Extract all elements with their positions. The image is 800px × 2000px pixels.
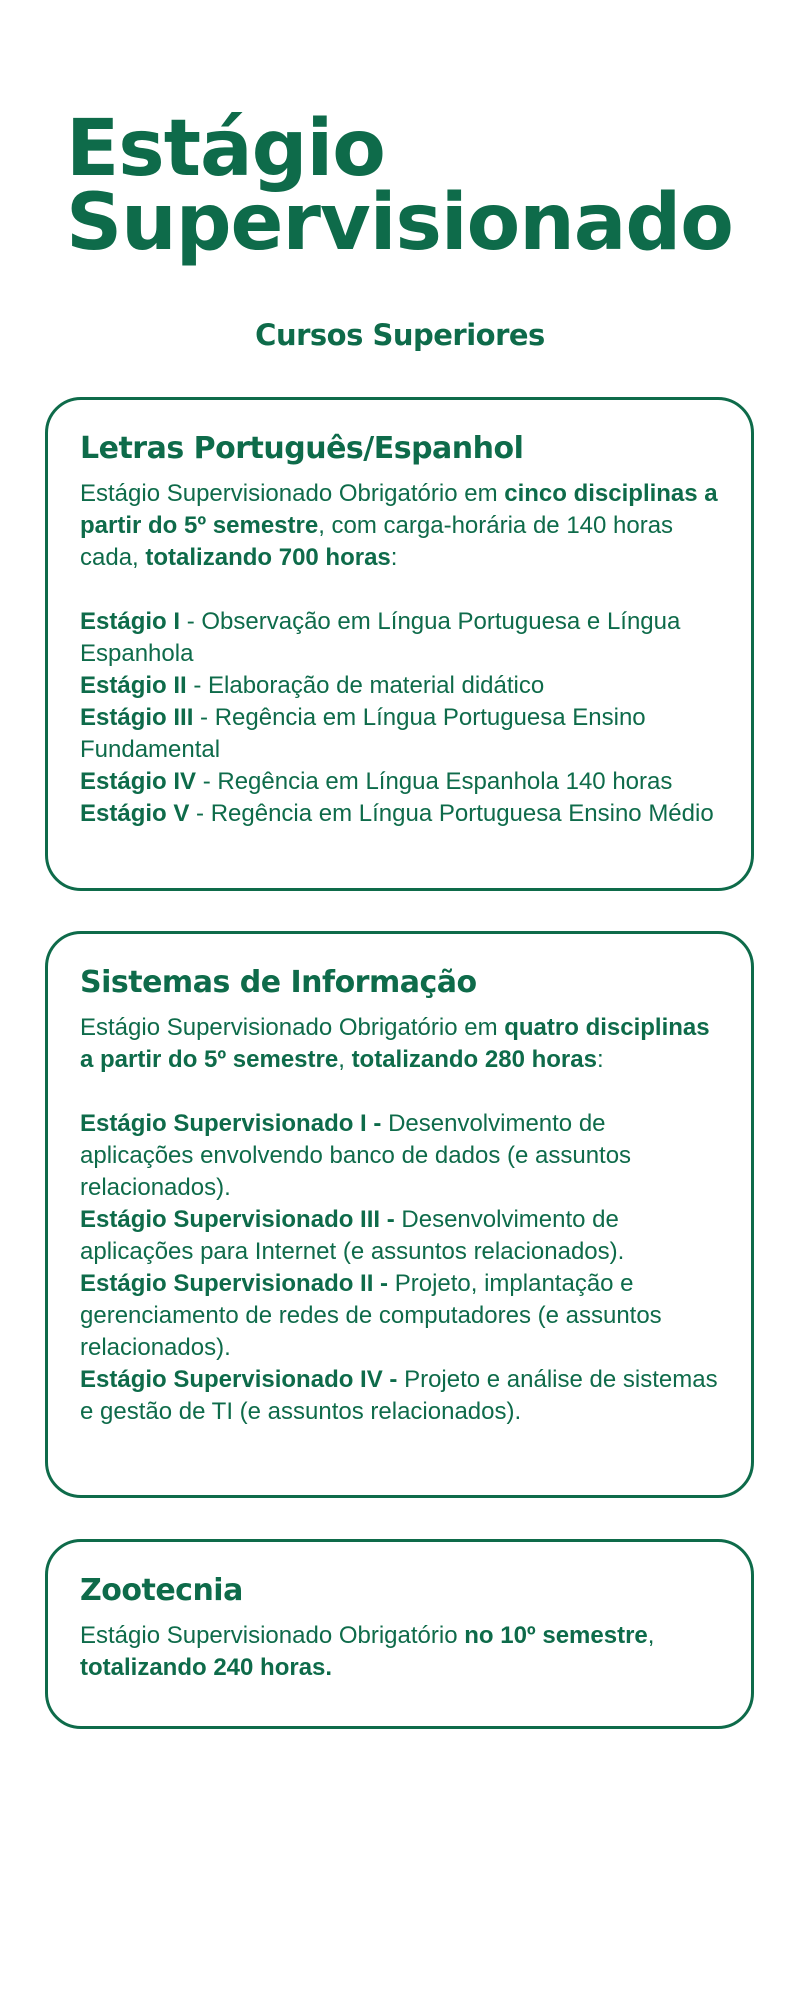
list-item xyxy=(80,798,721,830)
page-title-line-2: Supervisionado xyxy=(66,178,733,268)
intro-highlight: no 10º semestre xyxy=(464,1622,648,1649)
course-card-letras xyxy=(45,397,754,891)
course-card-zootecnia xyxy=(45,1539,754,1729)
course-list xyxy=(80,606,721,830)
list-item xyxy=(80,1268,721,1364)
list-item xyxy=(80,606,721,670)
intro-highlight: quatro disciplinas a partir do 5º semestre xyxy=(80,1014,710,1073)
course-intro xyxy=(80,1012,721,1076)
course-list xyxy=(80,1108,721,1428)
list-item-text: - Elaboração de material didático xyxy=(186,672,545,699)
spacer xyxy=(80,1076,721,1108)
intro-text: Estágio Supervisionado Obrigatório em xyxy=(80,480,505,507)
list-item-text: Desenvolvimento de aplicações envolvendo banco de dados (e assuntos relacionados). xyxy=(80,1110,632,1201)
list-item-text: Projeto e análise de sistemas e gestão de TI (e assuntos relacionados). xyxy=(80,1366,718,1425)
intro-text: , xyxy=(647,1622,655,1649)
page-subtitle: Cursos Superiores xyxy=(255,318,545,352)
intro-highlight: totalizando 700 horas xyxy=(145,544,391,571)
course-intro xyxy=(80,478,721,574)
course-title: Sistemas de Informação xyxy=(80,965,477,1000)
list-item xyxy=(80,766,721,798)
list-item-label: Estágio IV xyxy=(80,768,197,795)
list-item-label: Estágio Supervisionado I - xyxy=(80,1110,389,1137)
intro-text: , xyxy=(338,1046,352,1073)
list-item-text: Desenvolvimento de aplicações para Internet (e assuntos relacionados). xyxy=(80,1206,625,1265)
list-item xyxy=(80,1108,721,1204)
list-item-text: - Regência em Língua Portuguesa Ensino Médio xyxy=(189,800,714,827)
course-title: Zootecnia xyxy=(80,1573,243,1608)
page-title-line-1: Estágio xyxy=(66,104,385,194)
list-item-text: - Observação em Língua Portuguesa e Língua Espanhola xyxy=(80,608,681,667)
intro-text: , com carga-horária de 140 horas cada, xyxy=(80,512,674,571)
course-card-sistemas xyxy=(45,931,754,1498)
intro-text: Estágio Supervisionado Obrigatório em xyxy=(80,1014,505,1041)
list-item xyxy=(80,670,721,702)
intro-highlight: cinco disciplinas a partir do 5º semestre xyxy=(80,480,718,539)
intro-highlight: totalizando 240 horas. xyxy=(80,1654,333,1681)
intro-text: : xyxy=(390,544,398,571)
page-title xyxy=(66,104,766,268)
list-item xyxy=(80,702,721,766)
list-item-text: - Regência em Língua Espanhola 140 horas xyxy=(196,768,673,795)
list-item-label: Estágio II xyxy=(80,672,187,699)
spacer xyxy=(80,574,721,606)
list-item-label: Estágio I xyxy=(80,608,181,635)
list-item-text: - Regência em Língua Portuguesa Ensino Fundamental xyxy=(80,704,646,763)
intro-highlight: totalizando 280 horas xyxy=(351,1046,597,1073)
intro-text: : xyxy=(596,1046,604,1073)
list-item xyxy=(80,1364,721,1428)
course-intro xyxy=(80,1620,721,1684)
intro-text: Estágio Supervisionado Obrigatório xyxy=(80,1622,465,1649)
list-item-label: Estágio V xyxy=(80,800,190,827)
list-item-label: Estágio Supervisionado III - xyxy=(80,1206,402,1233)
list-item-label: Estágio Supervisionado IV - xyxy=(80,1366,405,1393)
list-item xyxy=(80,1204,721,1268)
list-item-label: Estágio III xyxy=(80,704,194,731)
list-item-text: Projeto, implantação e gerenciamento de redes de computadores (e assuntos relacionados). xyxy=(80,1270,662,1361)
list-item-label: Estágio Supervisionado II - xyxy=(80,1270,395,1297)
course-title: Letras Português/Espanhol xyxy=(80,431,524,466)
